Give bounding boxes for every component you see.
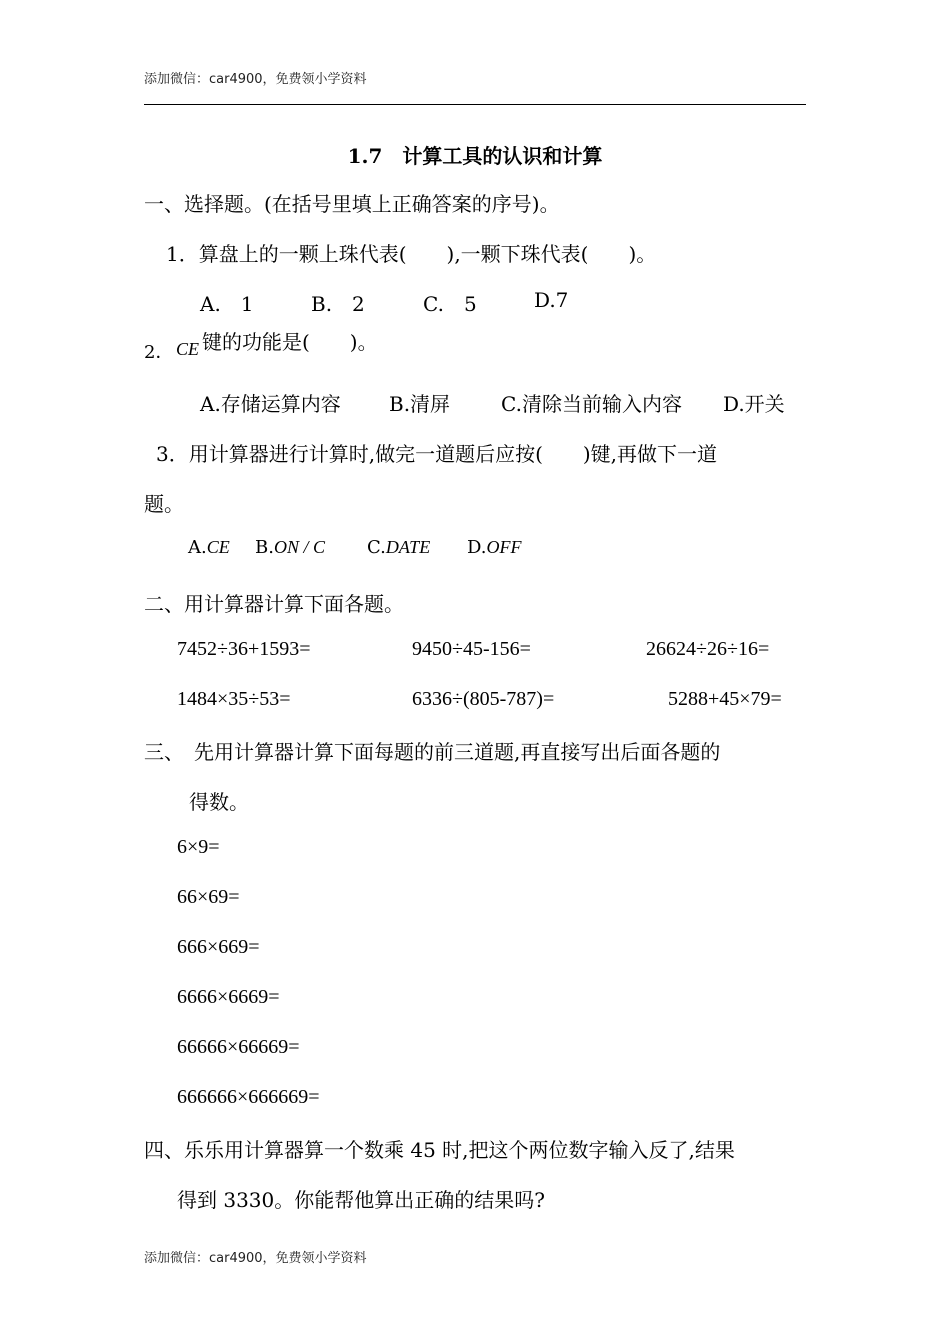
pattern-item-6: 666666×666669= [177, 1086, 320, 1108]
section2-heading: 二、用计算器计算下面各题。 [144, 592, 404, 616]
q1-option-a: A. 1 [200, 292, 254, 316]
q2-option-d: D.开关 [723, 392, 785, 416]
header-rule [144, 104, 806, 105]
q3-option-b-key: ON / C [273, 537, 325, 557]
q3-option-d-key: OFF [486, 537, 522, 557]
q1-option-b: B. 2 [311, 292, 365, 316]
pattern-item-3: 666×669= [177, 936, 260, 958]
page-title: 1.7 计算工具的认识和计算 [347, 144, 603, 168]
q3-text-line2: 题。 [144, 492, 184, 516]
q2-option-b: B.清屏 [389, 392, 451, 416]
q3-option-a-key: CE [206, 537, 230, 557]
q3-option-d [467, 537, 522, 558]
header-note: 添加微信：car4900，免费领小学资料 [144, 72, 367, 87]
section3-heading: 三、 先用计算器计算下面每题的前三道题,再直接写出后面各题的 [144, 740, 721, 764]
pattern-item-5: 66666×66669= [177, 1036, 300, 1058]
q1-option-c: C. 5 [423, 292, 477, 316]
q3-option-b [255, 537, 325, 558]
q2-number: 2． [144, 342, 174, 363]
calc-2: 9450÷45-156= [412, 638, 531, 660]
section1-heading: 一、选择题。(在括号里填上正确答案的序号)。 [144, 192, 560, 216]
calc-4: 1484×35÷53= [177, 688, 291, 710]
q3-option-a [188, 537, 230, 558]
q2-text: 键的功能是( )。 [202, 330, 378, 354]
q3-text-line1: 3．用计算器进行计算时,做完一道题后应按( )键,再做下一道 [156, 442, 718, 466]
q1-option-d: D.7 [534, 288, 569, 312]
pattern-item-1: 6×9= [177, 836, 220, 858]
q3-option-d-prefix: D. [467, 537, 487, 558]
section4-line2: 得到 3330。你能帮他算出正确的结果吗? [177, 1188, 545, 1212]
q2-option-a: A.存储运算内容 [200, 392, 341, 416]
pattern-item-4: 6666×6669= [177, 986, 280, 1008]
calc-1: 7452÷36+1593= [177, 638, 311, 660]
pattern-item-2: 66×69= [177, 886, 240, 908]
q2-option-c: C.清除当前输入内容 [501, 392, 682, 416]
calc-3: 26624÷26÷16= [646, 638, 770, 660]
q3-option-b-prefix: B. [255, 537, 274, 558]
q3-option-a-prefix: A. [188, 537, 207, 558]
q1-text: 1．算盘上的一颗上珠代表( ),一颗下珠代表( )。 [166, 242, 657, 266]
section3-heading-cont: 得数。 [189, 790, 249, 814]
q2-key-ce: CE [176, 339, 200, 359]
q3-option-c [367, 537, 430, 558]
q3-option-c-key: DATE [385, 537, 431, 557]
section4-line1: 四、乐乐用计算器算一个数乘 45 时,把这个两位数字输入反了,结果 [144, 1138, 735, 1162]
calc-6: 5288+45×79= [668, 688, 782, 710]
footer-note: 添加微信：car4900，免费领小学资料 [144, 1251, 367, 1266]
calc-5: 6336÷(805-787)= [412, 688, 555, 710]
q3-option-c-prefix: C. [367, 537, 386, 558]
